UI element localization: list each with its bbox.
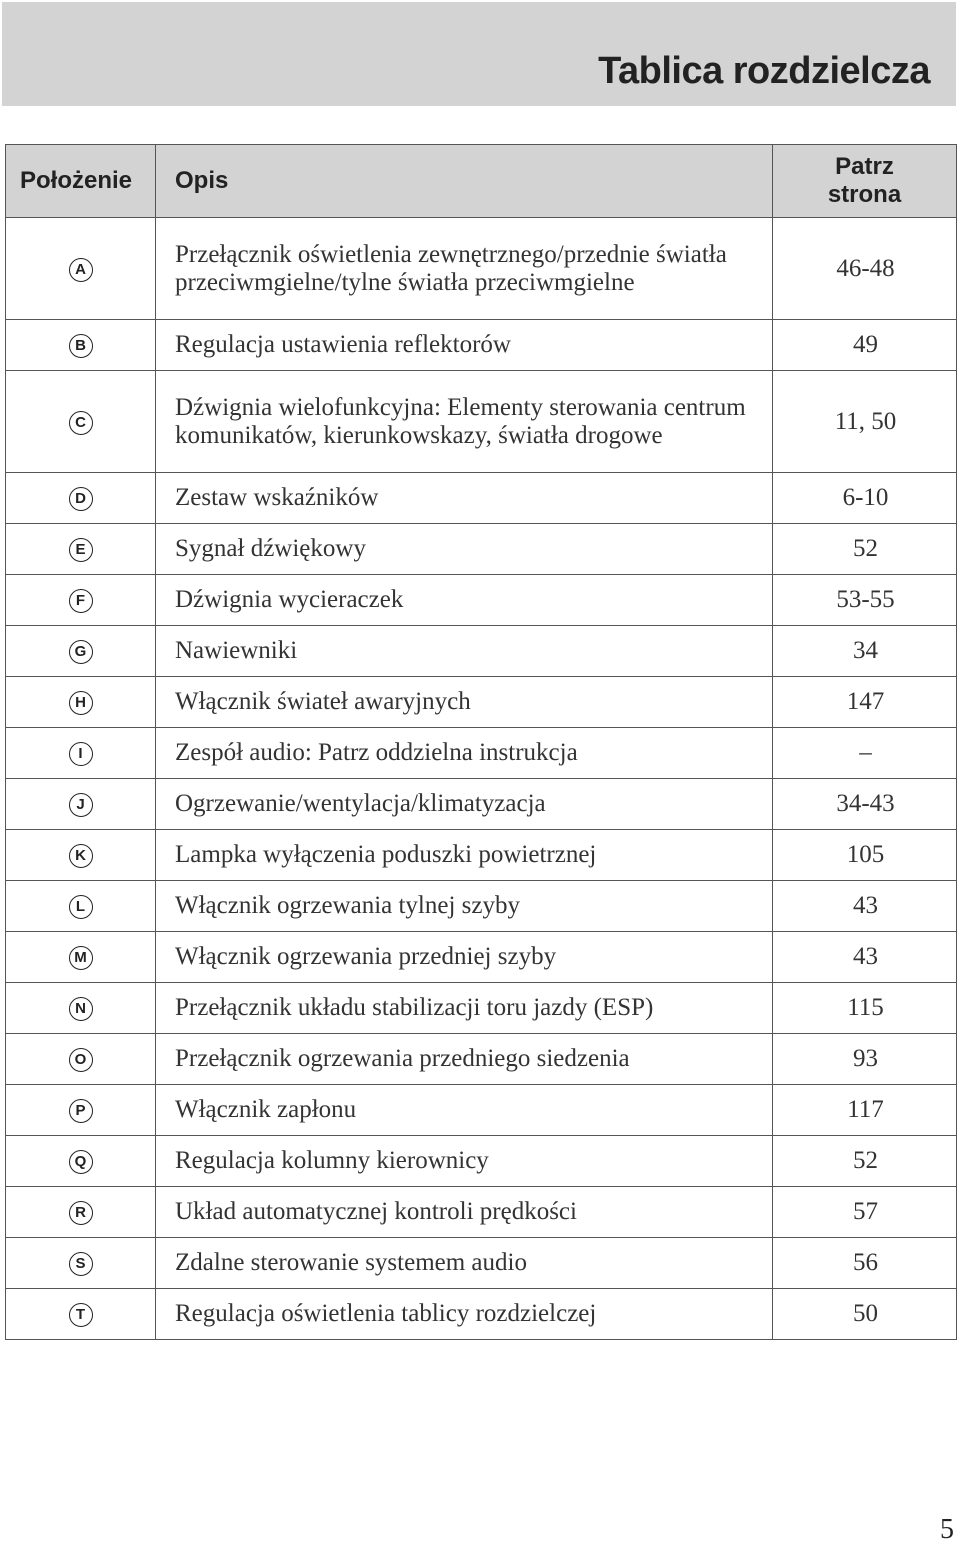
position-cell (6, 983, 156, 1034)
table-row (6, 881, 957, 932)
position-cell (6, 218, 156, 320)
table-row (6, 1034, 957, 1085)
position-letter-icon: S (69, 1252, 93, 1276)
description-cell: Lampka wyłączenia poduszki powietrznej (156, 830, 773, 881)
position-letter-icon: H (69, 691, 93, 715)
description-cell: Przełącznik układu stabilizacji toru jazdy (ESP) (156, 983, 773, 1034)
position-letter-icon: T (69, 1303, 93, 1327)
table-row (6, 728, 957, 779)
table-row (6, 473, 957, 524)
table-row (6, 677, 957, 728)
position-cell (6, 1085, 156, 1136)
position-letter-icon: N (69, 997, 93, 1021)
description-cell: Regulacja oświetlenia tablicy rozdzielczej (156, 1289, 773, 1340)
description-cell: Dźwignia wycieraczek (156, 575, 773, 626)
page-cell: 43 (773, 881, 957, 932)
position-letter-icon: B (69, 334, 93, 358)
position-letter-icon: R (69, 1201, 93, 1225)
description-cell: Ogrzewanie/wentylacja/klimatyzacja (156, 779, 773, 830)
position-letter-icon: K (69, 844, 93, 868)
page-cell: 49 (773, 320, 957, 371)
position-letter-icon: J (69, 793, 93, 817)
position-letter-icon: O (69, 1048, 93, 1072)
page-cell: 53-55 (773, 575, 957, 626)
page-cell: 147 (773, 677, 957, 728)
page-cell: 57 (773, 1187, 957, 1238)
table-row (6, 626, 957, 677)
table-row (6, 218, 957, 320)
description-cell: Włącznik ogrzewania tylnej szyby (156, 881, 773, 932)
position-letter-icon: M (69, 946, 93, 970)
position-letter-icon: G (69, 640, 93, 664)
page-cell: 46-48 (773, 218, 957, 320)
table-row (6, 524, 957, 575)
position-cell (6, 677, 156, 728)
position-cell (6, 1034, 156, 1085)
table-row (6, 1187, 957, 1238)
description-cell: Regulacja ustawienia reflektorów (156, 320, 773, 371)
page-cell: 52 (773, 524, 957, 575)
position-cell (6, 881, 156, 932)
header-see-page-line1: Patrz (835, 153, 894, 180)
page-cell: 117 (773, 1085, 957, 1136)
page-cell: 52 (773, 1136, 957, 1187)
page-cell: – (773, 728, 957, 779)
page-cell: 93 (773, 1034, 957, 1085)
table-header-row (6, 145, 957, 218)
position-letter-icon: D (69, 487, 93, 511)
position-letter-icon: I (69, 742, 93, 766)
position-cell (6, 779, 156, 830)
position-letter-icon: A (69, 258, 93, 282)
table-row (6, 830, 957, 881)
page-cell: 43 (773, 932, 957, 983)
table-row (6, 320, 957, 371)
position-cell (6, 1187, 156, 1238)
position-letter-icon: P (69, 1099, 93, 1123)
position-letter-icon: C (69, 411, 93, 435)
page-cell: 11, 50 (773, 371, 957, 473)
position-letter-icon: Q (69, 1150, 93, 1174)
description-cell: Sygnał dźwiękowy (156, 524, 773, 575)
page-cell: 56 (773, 1238, 957, 1289)
position-cell (6, 1136, 156, 1187)
position-letter-icon: E (69, 538, 93, 562)
header-see-page (773, 145, 957, 218)
position-cell (6, 524, 156, 575)
description-cell: Zespół audio: Patrz oddzielna instrukcja (156, 728, 773, 779)
description-cell: Zdalne sterowanie systemem audio (156, 1238, 773, 1289)
description-cell: Włącznik zapłonu (156, 1085, 773, 1136)
position-cell (6, 1238, 156, 1289)
page-cell: 6-10 (773, 473, 957, 524)
page-cell: 34 (773, 626, 957, 677)
position-cell (6, 371, 156, 473)
position-cell (6, 626, 156, 677)
position-cell (6, 728, 156, 779)
table-row (6, 1136, 957, 1187)
table-row (6, 371, 957, 473)
table-row (6, 1085, 957, 1136)
description-cell: Przełącznik oświetlenia zewnętrznego/przednie światła przeciwmgielne/tylne światła przeciwmgielne (156, 218, 773, 320)
description-cell: Zestaw wskaźników (156, 473, 773, 524)
table-row (6, 1238, 957, 1289)
position-cell (6, 320, 156, 371)
page-cell: 34-43 (773, 779, 957, 830)
position-letter-icon: L (69, 895, 93, 919)
description-cell: Nawiewniki (156, 626, 773, 677)
page-cell: 115 (773, 983, 957, 1034)
header-position: Położenie (6, 145, 156, 218)
controls-table (5, 144, 957, 1340)
page-cell: 50 (773, 1289, 957, 1340)
description-cell: Dźwignia wielofunkcyjna: Elementy sterowania centrum komunikatów, kierunkowskazy, światła drogowe (156, 371, 773, 473)
description-cell: Regulacja kolumny kierownicy (156, 1136, 773, 1187)
position-letter-icon: F (69, 589, 93, 613)
description-cell: Włącznik świateł awaryjnych (156, 677, 773, 728)
table-row (6, 1289, 957, 1340)
page-number: 5 (940, 1514, 954, 1545)
position-cell (6, 473, 156, 524)
page-cell: 105 (773, 830, 957, 881)
position-cell (6, 932, 156, 983)
table-row (6, 932, 957, 983)
position-cell (6, 830, 156, 881)
description-cell: Przełącznik ogrzewania przedniego siedzenia (156, 1034, 773, 1085)
header-description: Opis (156, 145, 773, 218)
table-row (6, 779, 957, 830)
header-see-page-line2: strona (827, 181, 902, 208)
page-title: Tablica rozdzielcza (598, 50, 930, 92)
description-cell: Układ automatycznej kontroli prędkości (156, 1187, 773, 1238)
description-cell: Włącznik ogrzewania przedniej szyby (156, 932, 773, 983)
position-cell (6, 1289, 156, 1340)
table-row (6, 575, 957, 626)
position-cell (6, 575, 156, 626)
table-row (6, 983, 957, 1034)
